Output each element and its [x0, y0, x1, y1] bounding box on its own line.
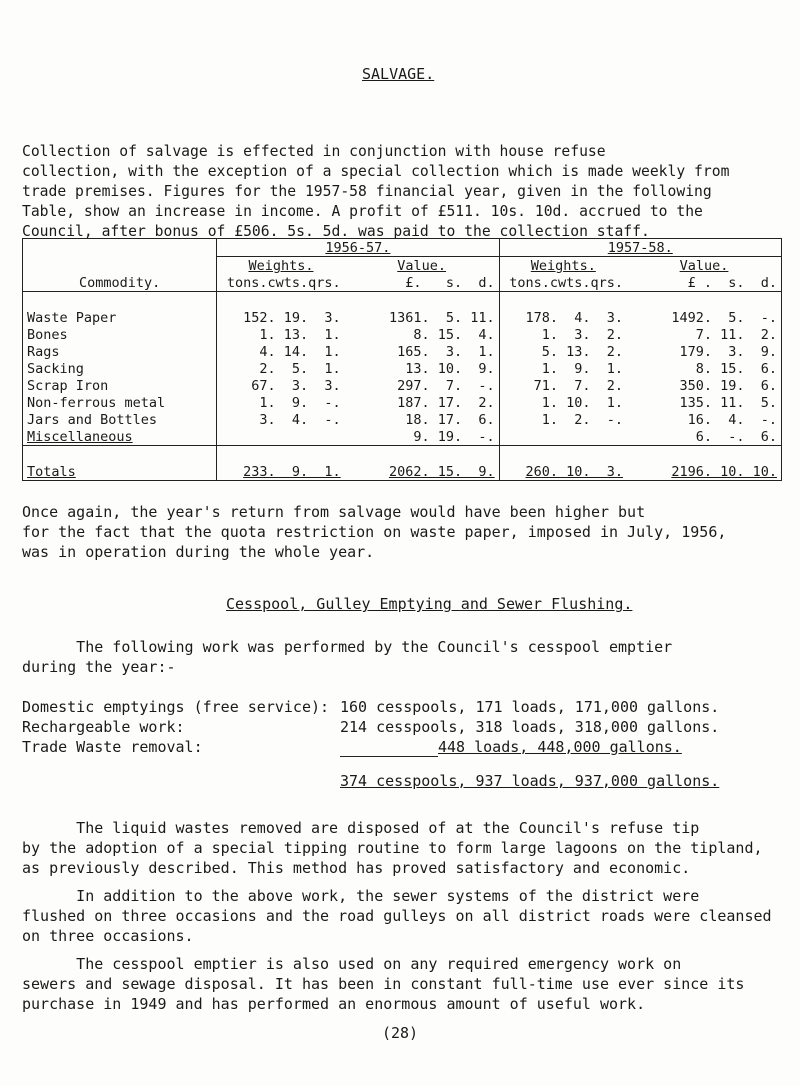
table-row: Sacking 2. 5. 1. 13. 10. 9. 1. 9. 1. 8. 15. 6.: [23, 360, 782, 377]
weights-header-2: Weights.: [499, 257, 627, 275]
table-row: Non-ferrous metal 1. 9. -. 187. 17. 2. 1. 10. 1. 135. 11. 5.: [23, 394, 782, 411]
salvage-table: [22, 238, 782, 481]
units-value-2: £ . s. d.: [627, 274, 781, 292]
value-header-1: Value.: [345, 257, 499, 275]
page-number: (28): [381, 1024, 419, 1042]
year2-header: 1957-58.: [499, 239, 781, 257]
recharge-value: 214 cesspools, 318 loads, 318,000 gallons.: [340, 718, 720, 736]
table-row: Scrap Iron 67. 3. 3. 297. 7. -. 71. 7. 2. 350. 19. 6.: [23, 377, 782, 394]
commodity-header: Commodity.: [23, 274, 217, 292]
trade-underline: [340, 756, 438, 757]
totals-row: Totals 233. 9. 1. 2062. 15. 9. 260. 10. 3. 2196. 10. 10.: [23, 463, 782, 481]
units-value-1: £. s. d.: [345, 274, 499, 292]
liquid-wastes-paragraph: The liquid wastes removed are disposed of at the Council's refuse tip by the adoption of a special tipping routine to form large lagoons on the tipland, as previously described. This method has proved satisfactory and economic.: [22, 819, 763, 877]
units-weight-2: tons.cwts.qrs.: [499, 274, 627, 292]
table-row: Bones 1. 13. 1. 8. 15. 4. 1. 3. 2. 7. 11. 2.: [23, 326, 782, 343]
year1-header: 1956-57.: [217, 239, 499, 257]
domestic-label: Domestic emptyings (free service):: [22, 698, 330, 716]
quota-paragraph: Once again, the year's return from salvage would have been higher but for the fact that the quota restriction on waste paper, imposed in July, 1956, was in operation during the whole year.: [22, 503, 727, 561]
domestic-value: 160 cesspools, 171 loads, 171,000 gallons.: [340, 698, 720, 716]
value-header-2: Value.: [627, 257, 781, 275]
recharge-label: Rechargeable work:: [22, 718, 185, 736]
table-row: Rags 4. 14. 1. 165. 3. 1. 5. 13. 2. 179. 3. 9.: [23, 343, 782, 360]
units-weight-1: tons.cwts.qrs.: [217, 274, 345, 292]
work-total: 374 cesspools, 937 loads, 937,000 gallons.: [340, 772, 720, 790]
trade-value: 448 loads, 448,000 gallons.: [438, 738, 682, 756]
table-row: Jars and Bottles 3. 4. -. 18. 17. 6. 1. 2. -. 16. 4. -.: [23, 411, 782, 428]
section-heading-cesspool: Cesspool, Gulley Emptying and Sewer Flushing.: [226, 595, 633, 613]
weights-header-1: Weights.: [217, 257, 345, 275]
work-intro-paragraph: The following work was performed by the Council's cesspool emptier during the year:-: [22, 638, 673, 676]
table-row: Miscellaneous 9. 19. -. 6. -. 6.: [23, 428, 782, 446]
emptier-paragraph: The cesspool emptier is also used on any required emergency work on sewers and sewage disposal. It has been in constant full-time use ever since its purchase in 1949 and has performed an enormous amount of useful work.: [22, 955, 745, 1013]
page-title: SALVAGE.: [362, 65, 435, 83]
table-row: Waste Paper 152. 19. 3. 1361. 5. 11. 178. 4. 3. 1492. 5. -.: [23, 309, 782, 326]
intro-text: Collection of salvage is effected in conjunction with house refuse collection, with the exception of a special collection which is made weekly from trade premises. Figures for the 1957-58 financial year, given in the following Table, show an increase in income. A profit of £511. 10s. 10d. accrued to the Council, after bonus of £506. 5s. 5d. was paid to the collection staff.: [22, 143, 730, 240]
trade-label: Trade Waste removal:: [22, 738, 203, 756]
sewer-flushing-paragraph: In addition to the above work, the sewer systems of the district were flushed on three occasions and the road gulleys on all district roads were cleansed on three occasions.: [22, 887, 772, 945]
